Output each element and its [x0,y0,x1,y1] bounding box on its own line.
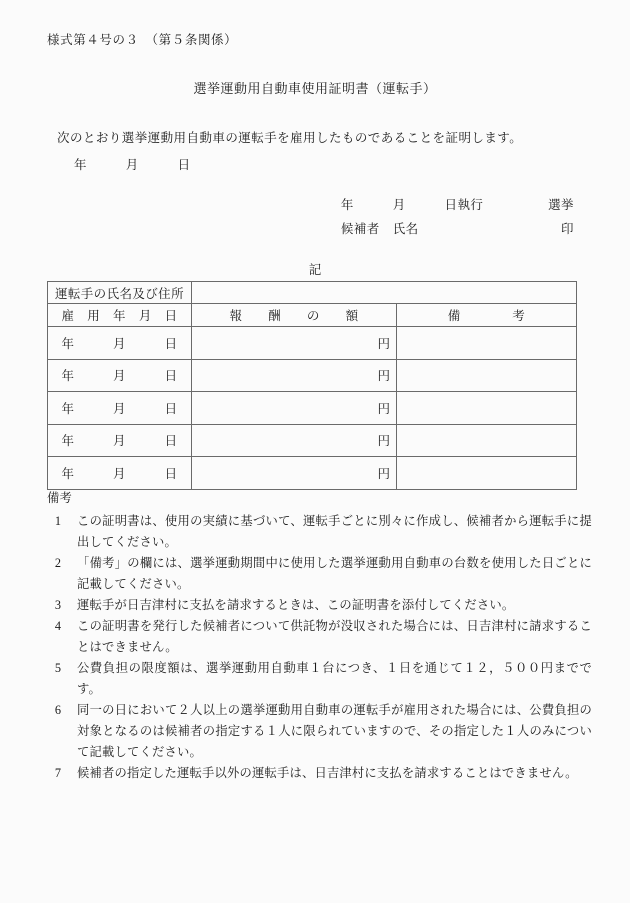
note-number: 4 [54,619,62,633]
column-header-remarks: 備 考 [397,304,577,327]
form-number: 様式第４号の３ （第５条関係） [47,33,238,47]
table-row [48,424,577,457]
cell-remarks[interactable] [397,457,577,490]
note-text: 候補者の指定した運転手以外の運転手は、日吉津村に支払を請求することはできません。 [77,766,578,780]
note-text: この証明書は、使用の実績に基づいて、運転手ごとに別々に作成し、候補者から運転手に提出してください。 [77,514,592,549]
list-item [47,700,592,763]
cell-remarks[interactable] [397,424,577,457]
table-row [48,359,577,392]
cell-employment-date[interactable]: 年 月 日 [48,392,192,425]
label-driver-name-address: 運転手の氏名及び住所 [48,282,192,304]
cell-remarks[interactable] [397,392,577,425]
cell-remuneration[interactable]: 円 [192,359,397,392]
cell-employment-date[interactable]: 年 月 日 [48,327,192,360]
note-text: 公費負担の限度額は、選挙運動用自動車１台につき、１日を通じて１２，５００円までです。 [77,661,592,696]
cell-employment-date[interactable]: 年 月 日 [48,359,192,392]
cell-remuneration[interactable]: 円 [192,392,397,425]
cell-remarks[interactable] [397,327,577,360]
cell-remarks[interactable] [397,359,577,392]
note-text: 「備考」の欄には、選挙運動期間中に使用した選挙運動用自動車の台数を使用した日ごとに記載してください。 [77,556,592,591]
column-header-employment-date: 雇 用 年 月 日 [48,304,192,327]
note-number: 5 [54,661,62,675]
list-item [47,763,592,784]
note-text: 同一の日において２人以上の選挙運動用自動車の運転手が雇用された場合には、公費負担の対象となるのは候補者の指定する１人に限られていますので、その指定した１人のみについて記載してください。 [77,703,592,759]
note-text: この証明書を発行した候補者について供託物が没収された場合には、日吉津村に請求することはできません。 [77,619,592,654]
election-date-line: 年 月 日執行 選挙 [340,198,574,212]
driver-usage-table-wrapper [47,281,576,490]
cell-employment-date[interactable]: 年 月 日 [48,424,192,457]
value-driver-name-address[interactable] [192,282,577,304]
table-header-row [48,304,577,327]
table-row [48,457,577,490]
table-row [48,327,577,360]
table-row [48,392,577,425]
table-row-name-address [48,282,577,304]
column-header-remuneration: 報 酬 の 額 [192,304,397,327]
document-title: 選挙運動用自動車使用証明書（運転手） [193,81,437,96]
list-item [47,658,592,700]
notes-section [47,488,592,784]
notes-label: 備考 [47,491,72,505]
driver-usage-table [47,281,577,490]
cell-remuneration[interactable]: 円 [192,424,397,457]
cell-employment-date[interactable]: 年 月 日 [48,457,192,490]
list-item [47,553,592,595]
lead-date-line: 年 月 日 [74,158,191,172]
list-item [47,616,592,658]
lead-paragraph: 次のとおり選挙運動用自動車の運転手を雇用したものであることを証明します。 [57,131,523,145]
section-heading: 記 [308,263,322,277]
note-number: 3 [54,598,62,612]
candidate-name-line: 候補者 氏名 印 [340,222,574,236]
list-item [47,511,592,553]
notes-list [47,511,592,784]
cell-remuneration[interactable]: 円 [192,457,397,490]
note-text: 運転手が日吉津村に支払を請求するときは、この証明書を添付してください。 [77,598,515,612]
note-number: 7 [54,766,62,780]
note-number: 6 [54,703,62,717]
note-number: 2 [54,556,62,570]
list-item [47,595,592,616]
note-number: 1 [54,514,62,528]
cell-remuneration[interactable]: 円 [192,327,397,360]
